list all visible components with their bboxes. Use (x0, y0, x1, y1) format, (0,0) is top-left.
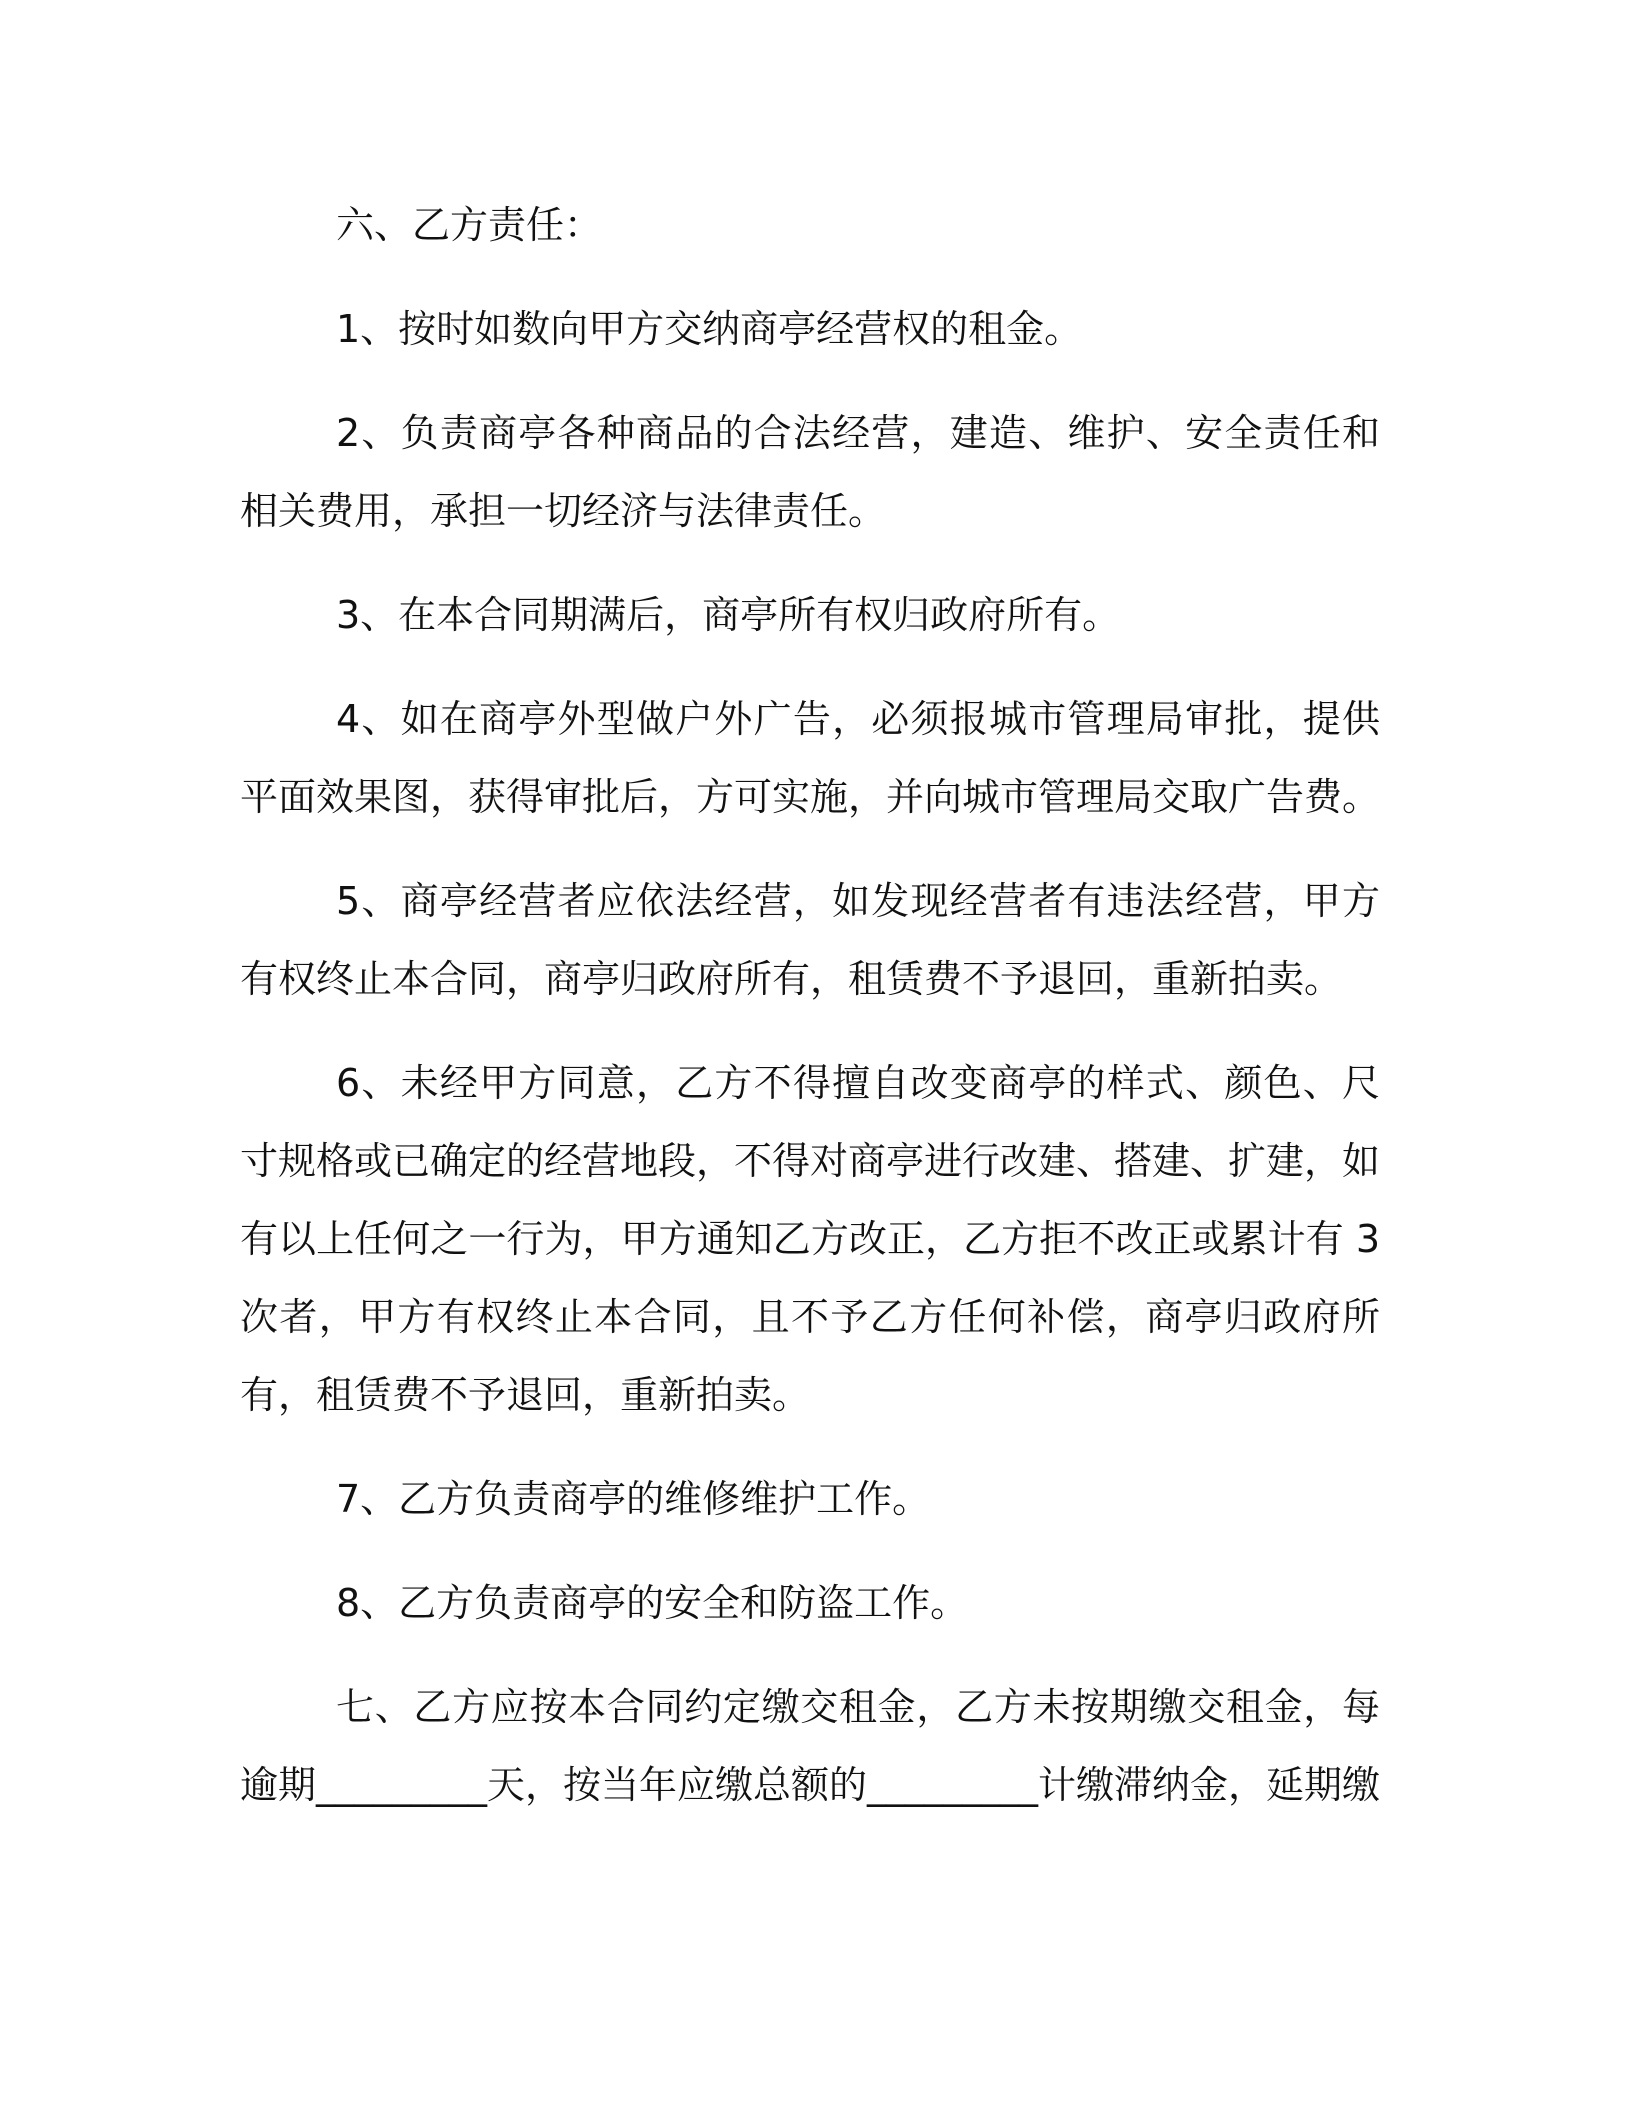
clause-4: 4、如在商亭外型做户外广告，必须报城市管理局审批，提供平面效果图，获得审批后，方可实施，并向城市管理局交取广告费。 (240, 697, 1381, 819)
section-heading-responsibilities: 六、乙方责任： (336, 203, 603, 247)
clause-2: 2、负责商亭各种商品的合法经营，建造、维护、安全责任和相关费用，承担一切经济与法律责任。 (240, 411, 1380, 533)
clause-1: 1、按时如数向甲方交纳商亭经营权的租金。 (336, 307, 1083, 351)
clause-3: 3、在本合同期满后，商亭所有权归政府所有。 (336, 593, 1121, 637)
clause-6: 6、未经甲方同意，乙方不得擅自改变商亭的样式、颜色、尺寸规格或已确定的经营地段，不得对商亭进行改建、搭建、扩建，如有以上任何之一行为，甲方通知乙方改正，乙方拒不改正或累计有 3 次者，甲方有权终止本合同，且不予乙方任何补偿，商亭归政府所有，租赁费不予退回，重新拍卖。 (240, 1061, 1393, 1417)
document-body (240, 186, 1393, 1850)
section-seven-paragraph: 七、乙方应按本合同约定缴交租金，乙方未按期缴交租金，每逾期_________天，按当年应缴总额的_________计缴滞纳金，延期缴 (240, 1685, 1381, 1807)
clause-5: 5、商亭经营者应依法经营，如发现经营者有违法经营，甲方有权终止本合同，商亭归政府所有，租赁费不予退回，重新拍卖。 (240, 879, 1380, 1001)
clause-7: 7、乙方负责商亭的维修维护工作。 (336, 1477, 931, 1521)
clause-8: 8、乙方负责商亭的安全和防盗工作。 (336, 1581, 969, 1625)
